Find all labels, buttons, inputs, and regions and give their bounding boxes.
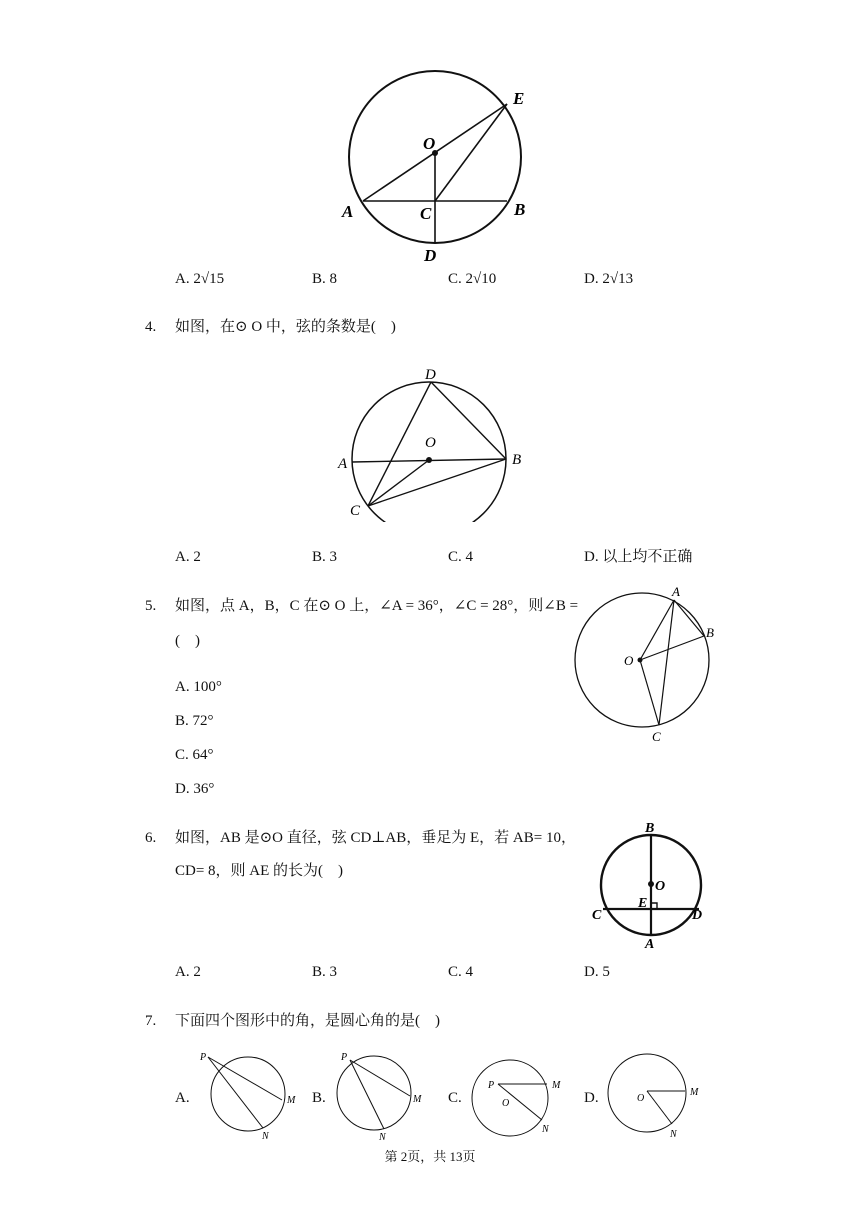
q7d-label-N: N [670,1129,677,1140]
q7b-label-P: P [341,1052,348,1063]
q7c-label-M: M [552,1080,561,1091]
q4-label-D: D [425,367,436,383]
q7b-label-N: N [379,1132,386,1142]
q6-figure [588,817,718,953]
q5-option-b[interactable]: B. 72° [175,713,214,729]
q3-option-c[interactable]: C. 2√10 [448,271,497,287]
q7-figure-b[interactable] [334,1046,434,1142]
q7-option-b-letter[interactable]: B. [312,1090,326,1106]
q6-label-B: B [645,821,655,836]
q7b-label-M: M [413,1094,422,1105]
q4-option-d[interactable]: D. 以上均不正确 [584,549,693,565]
q7-figure-c[interactable] [470,1046,570,1142]
q4-option-a[interactable]: A. 2 [175,549,201,565]
q6-stem-line2: CD= 8，则 AE 的长为( ) [175,863,344,879]
q4-label-O: O [425,435,436,451]
q5-option-a[interactable]: A. 100° [175,679,222,695]
q6-option-d[interactable]: D. 5 [584,964,610,980]
q7-stem: 下面四个图形中的角，是圆心角的是( ) [175,1013,440,1029]
q5-option-d[interactable]: D. 36° [175,781,215,797]
q7c-label-P: P [488,1080,495,1091]
q4-figure [330,362,530,522]
q7-option-c-letter[interactable]: C. [448,1090,462,1106]
q7a-label-P: P [200,1052,207,1063]
q3-label-A: A [342,202,354,221]
q6-option-a[interactable]: A. 2 [175,964,201,980]
q3-figure [330,60,550,270]
q6-label-E: E [638,896,648,911]
q7-option-d-letter[interactable]: D. [584,1090,599,1106]
q3-label-D: D [424,246,437,265]
q4-stem: 如图，在⊙ O 中，弦的条数是( ) [175,319,396,335]
q7-number: 7. [145,1013,157,1029]
q7-figure-d[interactable] [604,1046,704,1142]
q7c-label-O: O [502,1098,510,1109]
q7d-label-M: M [690,1087,699,1098]
q6-stem-line1: 如图，AB 是⊙O 直径，弦 CD⊥AB，垂足为 E，若 AB= 10， [175,830,576,846]
q3-label-B: B [514,200,526,219]
q4-option-c[interactable]: C. 4 [448,549,474,565]
q7a-label-N: N [262,1131,269,1142]
q5-label-O: O [624,653,634,668]
q3-label-C: C [420,204,432,223]
q5-label-A: A [672,584,680,599]
q7a-label-M: M [287,1095,296,1106]
q4-label-C: C [350,503,361,519]
q5-stem-line1: 如图，点 A，B，C 在⊙ O 上，∠A = 36°，∠C = 28°，则∠B = [175,598,579,614]
q6-option-b[interactable]: B. 3 [312,964,338,980]
q6-option-c[interactable]: C. 4 [448,964,474,980]
q6-label-A: A [645,937,655,952]
q5-label-C: C [652,729,661,744]
q5-figure [568,584,728,746]
q7c-label-N: N [542,1124,549,1135]
q3-option-b[interactable]: B. 8 [312,271,338,287]
q7-option-a-letter[interactable]: A. [175,1090,190,1106]
q3-label-E: E [513,89,525,108]
q5-option-c[interactable]: C. 64° [175,747,214,763]
q6-label-C: C [592,908,602,923]
q5-stem-line2: ( ) [175,633,200,649]
q3-option-a[interactable]: A. 2√15 [175,271,225,287]
q6-number: 6. [145,830,157,846]
q3-label-O: O [423,134,436,153]
page-footer: 第 2页，共 13页 [384,1149,476,1164]
q7-figure-a[interactable] [196,1046,306,1142]
q5-label-B: B [706,625,714,640]
q4-number: 4. [145,319,157,335]
q4-option-b[interactable]: B. 3 [312,549,338,565]
q4-label-A: A [338,456,348,472]
q4-label-B: B [512,452,522,468]
q3-option-d[interactable]: D. 2√13 [584,271,634,287]
q7d-label-O: O [637,1093,645,1104]
q5-number: 5. [145,598,157,614]
q6-label-D: D [692,908,703,923]
q6-label-O: O [655,879,666,894]
